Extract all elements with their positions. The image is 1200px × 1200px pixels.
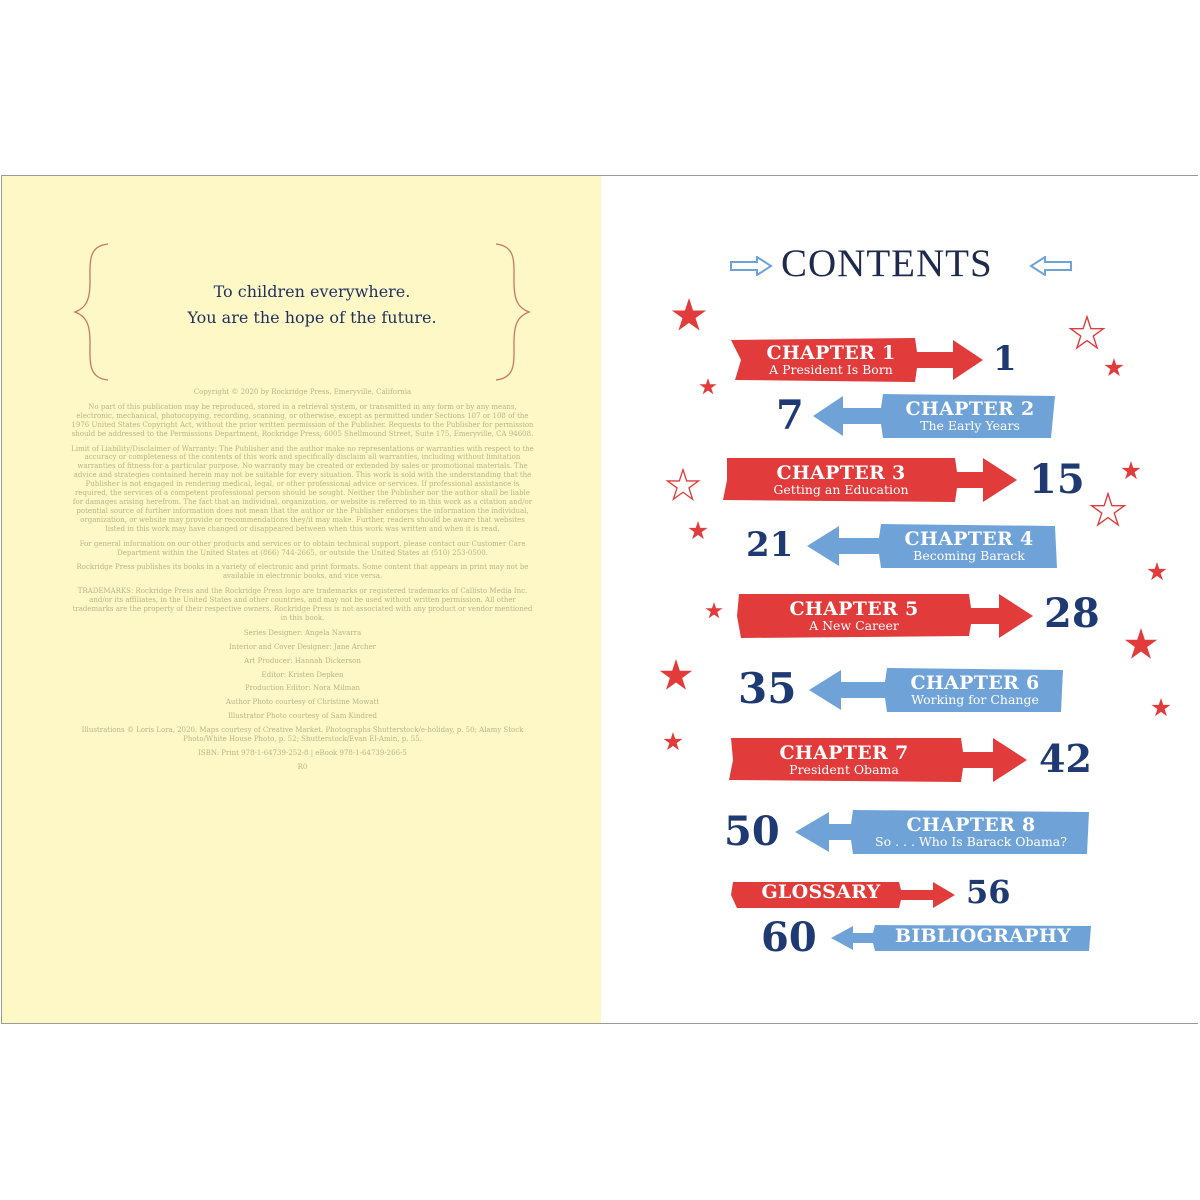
toc-banner-text	[733, 464, 949, 497]
star-icon	[671, 298, 707, 334]
contents-page	[601, 176, 1198, 1023]
toc-page-number: 50	[724, 808, 780, 855]
credit-line: Author Photo courtesy of Christine Mowatt	[225, 698, 380, 707]
star-icon	[1124, 628, 1158, 662]
toc-chapter-subtitle: Getting an Education	[773, 482, 909, 497]
toc-page-number: 60	[761, 914, 817, 961]
star-icon	[699, 378, 717, 396]
toc-banner-text	[741, 344, 921, 377]
toc-banner-text	[739, 744, 949, 777]
copyright-paragraph: Limit of Liability/Disclaimer of Warranty: The Publisher and the author make no representations or warranties with respect to the accuracy or completeness of the contents of this work and specifically disclaim all warranties, including without limitation warranties of fitness for a particular purpose. No warranty may be created or extended by sales or promotional materials. The advice and strategies contained herein may not be suitable for every situation. This work is sold with the understanding that the Publisher is not engaged in rendering medical, legal, or other professional advice or services. If professional assistance is required, the services of a competent professional person should be sought. Neither the Publisher nor the author shall be liable for damages arising herefrom. The fact that an individual, organization, or website is referred to in this work as a citation and/or potential source of further information does not mean that the author or the Publisher endorses the information the individual, organization, or website may provide or recommendations they/it may make. Further, readers should be aware that websites listed in this work may have changed or disappeared between when this work was written and when it is read.	[71, 444, 534, 533]
star-icon	[705, 602, 723, 620]
star-icon	[1151, 698, 1171, 718]
toc-chapter-label: GLOSSARY	[761, 881, 881, 903]
star-outline-icon	[1068, 315, 1106, 353]
credit-line: Illustrator Photo courtesy of Sam Kindred	[228, 712, 377, 721]
star-outline-icon	[1089, 492, 1127, 530]
dedication-line-2: You are the hope of the future.	[187, 308, 437, 327]
star-icon	[1147, 562, 1167, 582]
toc-banner-text	[853, 816, 1089, 849]
copyright-page	[2, 176, 601, 1023]
copyright-block	[70, 388, 535, 778]
credit-line: Art Producer: Hannah Dickerson	[244, 656, 361, 665]
toc-chapter-label: CHAPTER 4	[904, 528, 1034, 550]
toc-chapter-label: CHAPTER 7	[779, 742, 909, 764]
isbn: ISBN: Print 978-1-64739-252-8 | eBook 978-1-64739-266-5	[198, 749, 407, 757]
toc-chapter-label: CHAPTER 3	[776, 462, 906, 484]
toc-page-number: 15	[1029, 456, 1085, 503]
star-icon	[1104, 358, 1124, 378]
credit-line: Series Designer: Angela Navarra	[243, 628, 362, 637]
right-arrow-outline-icon	[729, 256, 773, 276]
toc-banner-text	[749, 600, 959, 633]
toc-banner-text	[883, 530, 1055, 563]
toc-chapter-subtitle: The Early Years	[920, 418, 1020, 433]
toc-banner-text	[883, 927, 1083, 946]
left-arrow-outline-icon	[1029, 256, 1073, 276]
illustration-credits: Illustrations © Loris Lora, 2020. Maps courtesy of Creative Market. Photographs Shutterstock/e-holiday, p. 50; Alamy Stock Photo/White House Photo, p. 52; Shutterstock/Evan El-Amin, p. 55.	[81, 726, 524, 744]
credit-line: Interior and Cover Designer: Jane Archer	[228, 642, 377, 651]
credit-line: Production Editor: Nora Milman	[244, 684, 360, 693]
copyright-paragraph: Rockridge Press publishes its books in a variety of electronic and print formats. Some content that appears in print may not be available in electronic books, and vice versa.	[76, 563, 529, 581]
copyright-paragraph: No part of this publication may be reproduced, stored in a retrieval system, or transmitted in any form or by any means, electronic, mechanical, photocopying, recording, scanning, or otherwise, except as permitted under Sections 107 or 108 of the 1976 United States Copyright Act, without the prior written permission of the Publisher. Requests to the Publisher for permission should be addressed to the Permissions Department, Rockridge Press, 6005 Shellmound Street, Suite 175, Emeryville, CA 94608.	[71, 402, 534, 438]
toc-chapter-subtitle: President Obama	[789, 762, 899, 777]
dedication-line-1: To children everywhere.	[213, 282, 411, 301]
copyright-paragraph: For general information on our other products and services or to obtain technical support, please contact our Customer Care Department within the United States at (866) 744-2665, or outside the United States at (510) 253-0500.	[79, 539, 526, 557]
toc-page-number: 42	[1039, 736, 1092, 781]
toc-chapter-label: CHAPTER 2	[905, 398, 1035, 420]
star-icon	[688, 521, 708, 541]
toc-page-number: 56	[966, 873, 1011, 911]
star-outline-icon	[665, 468, 701, 504]
toc-page-number: 7	[776, 392, 804, 439]
toc-banner-text	[883, 400, 1057, 433]
toc-chapter-label: CHAPTER 6	[910, 672, 1040, 694]
star-icon	[663, 732, 683, 752]
toc-chapter-label: CHAPTER 8	[906, 814, 1036, 836]
toc-page-number: 35	[738, 664, 797, 713]
star-icon	[1121, 461, 1141, 481]
toc-chapter-subtitle: So . . . Who Is Barack Obama?	[875, 834, 1067, 849]
toc-chapter-label: BIBLIOGRAPHY	[895, 925, 1071, 947]
dedication	[102, 279, 522, 331]
toc-chapter-subtitle: Becoming Barack	[913, 548, 1025, 563]
toc-page-number: 21	[746, 525, 794, 565]
credit-line: Editor: Kristen Depken	[261, 670, 344, 679]
copyright-paragraph: TRADEMARKS: Rockridge Press and the Rockridge Press logo are trademarks or registered trademarks of Callisto Media Inc. and/or its affiliates, in the United States and other countries, and may not be used without written permission. All other trademarks are the property of their respective owners. Rockridge Press is not associated with any product or vendor mentioned in this book.	[72, 587, 533, 622]
toc-chapter-label: CHAPTER 1	[766, 342, 896, 364]
toc-chapter-subtitle: A New Career	[809, 618, 899, 633]
toc-chapter-subtitle: A President Is Born	[769, 362, 893, 377]
toc-banner-text	[887, 674, 1063, 707]
toc-page-number: 28	[1044, 590, 1100, 637]
copyright-paragraph: Copyright © 2020 by Rockridge Press, Emeryville, California	[193, 388, 412, 396]
toc-page-number: 1	[993, 339, 1017, 379]
toc-banner-text	[741, 883, 901, 902]
print-code: R0	[297, 762, 308, 771]
star-icon	[659, 659, 693, 693]
toc-chapter-label: CHAPTER 5	[789, 598, 919, 620]
book-spread	[1, 175, 1198, 1024]
contents-title: CONTENTS	[781, 242, 993, 285]
toc-chapter-subtitle: Working for Change	[911, 692, 1039, 707]
